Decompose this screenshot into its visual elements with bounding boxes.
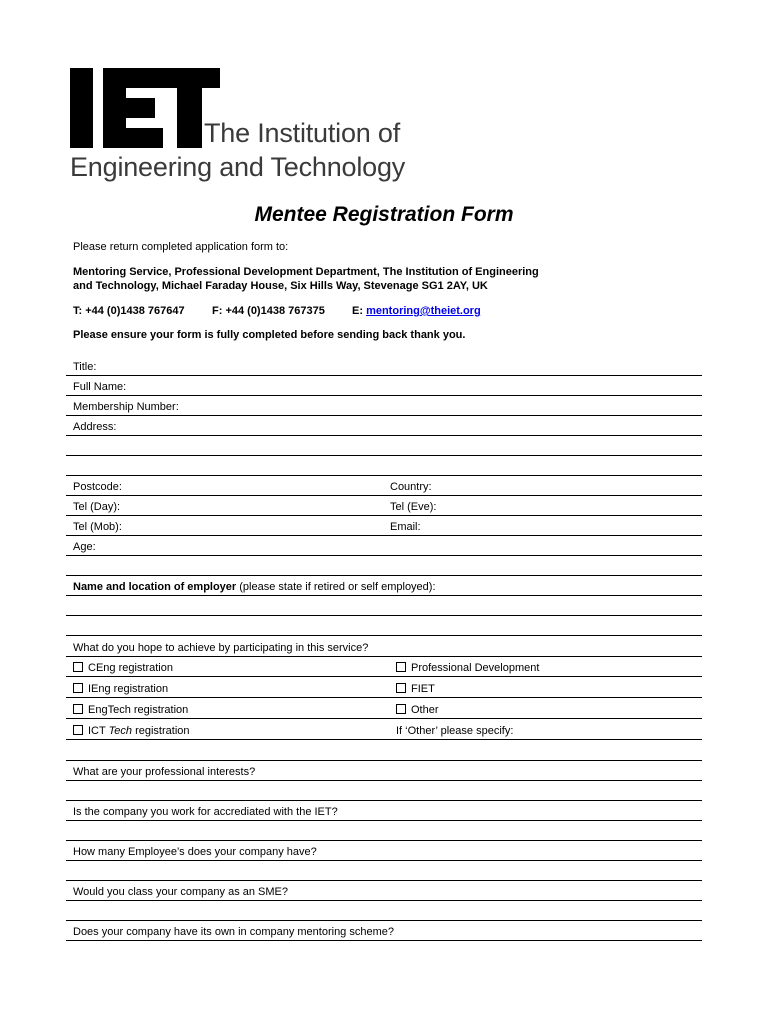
ceng-checkbox[interactable]: [73, 662, 83, 672]
employer-line-row[interactable]: [66, 595, 702, 616]
fiet-option[interactable]: [396, 683, 435, 695]
address-line-1: Mentoring Service, Professional Development Department, The Institution of Engineering: [73, 266, 539, 278]
tel-day-label: Tel (Day):: [73, 501, 121, 513]
address-line-row[interactable]: [66, 435, 702, 456]
engtech-option[interactable]: [73, 704, 188, 716]
membership-number-row[interactable]: [66, 395, 702, 416]
employer-row[interactable]: [66, 575, 702, 596]
age-label: Age:: [73, 541, 96, 553]
achieve-options-row-3: [66, 698, 702, 719]
address-line-row[interactable]: [66, 455, 702, 476]
professional-development-label: Professional Development: [411, 662, 540, 674]
scheme-question-label: Does your company have its own in company mentoring scheme?: [73, 926, 394, 938]
completion-notice: Please ensure your form is fully completed before sending back thank you.: [73, 329, 466, 341]
accredited-question-row[interactable]: [66, 800, 702, 821]
interests-question-row[interactable]: [66, 760, 702, 781]
return-instruction: Please return completed application form to:: [73, 241, 289, 253]
tel-day-eve-row[interactable]: [66, 495, 702, 516]
tel-mob-email-row[interactable]: [66, 515, 702, 536]
tel-mob-label: Tel (Mob):: [73, 521, 122, 533]
iet-logo-mark: [70, 68, 222, 152]
full-name-row[interactable]: [66, 375, 702, 396]
email-link[interactable]: mentoring@theiet.org: [366, 305, 481, 317]
other-option[interactable]: [396, 704, 439, 716]
professional-development-checkbox[interactable]: [396, 662, 406, 672]
email-prefix: E:: [352, 305, 363, 317]
sme-question-row[interactable]: [66, 880, 702, 901]
fiet-checkbox[interactable]: [396, 683, 406, 693]
fax-number: F: +44 (0)1438 767375: [212, 305, 325, 317]
employer-label-bold: Name and location of employer: [73, 581, 237, 593]
achieve-options-row-2: [66, 677, 702, 698]
logo-text-line2: Engineering and Technology: [70, 152, 406, 182]
engtech-checkbox[interactable]: [73, 704, 83, 714]
tel-eve-label: Tel (Eve):: [390, 501, 437, 513]
ieng-option[interactable]: [73, 683, 168, 695]
fiet-label: FIET: [411, 683, 435, 695]
sme-question-label: Would you class your company as an SME?: [73, 886, 289, 898]
interests-question-label: What are your professional interests?: [73, 766, 256, 778]
employees-question-row[interactable]: [66, 840, 702, 861]
address-label: Address:: [73, 421, 117, 433]
accredited-question-label: Is the company you work for accrediated with the IET?: [73, 806, 338, 818]
achieve-question-row: [66, 636, 702, 657]
ict-tech-checkbox[interactable]: [73, 725, 83, 735]
ieng-checkbox[interactable]: [73, 683, 83, 693]
country-label: Country:: [390, 481, 432, 493]
answer-line-row[interactable]: [66, 820, 702, 841]
ieng-label: IEng registration: [88, 683, 169, 695]
ict-tech-italic: Tech: [108, 725, 133, 737]
age-row[interactable]: [66, 535, 702, 556]
employer-label: [73, 581, 436, 593]
logo-text-line1: The Institution of: [204, 118, 401, 148]
phone-number: T: +44 (0)1438 767647: [73, 305, 185, 317]
title-label: Title:: [73, 361, 97, 373]
answer-line-row[interactable]: [66, 860, 702, 881]
ceng-label: CEng registration: [88, 662, 173, 674]
ict-prefix: ICT: [88, 725, 109, 737]
other-checkbox[interactable]: [396, 704, 406, 714]
full-name-label: Full Name:: [73, 381, 127, 393]
email-contact: [352, 304, 481, 318]
other-label: Other: [411, 704, 439, 716]
employer-line-row[interactable]: [66, 615, 702, 636]
answer-line-row[interactable]: [66, 780, 702, 801]
address-line-2: and Technology, Michael Faraday House, Six Hills Way, Stevenage SG1 2AY, UK: [73, 280, 488, 292]
ceng-option[interactable]: [73, 662, 173, 674]
professional-development-option[interactable]: [396, 662, 539, 674]
other-specify-label: If ‘Other’ please specify:: [396, 725, 514, 737]
postcode-country-row[interactable]: [66, 475, 702, 496]
page-title: Mentee Registration Form: [254, 203, 514, 226]
employees-question-label: How many Employee’s does your company have?: [73, 846, 317, 858]
employer-label-note: (please state if retired or self employed):: [236, 581, 436, 593]
address-row[interactable]: [66, 415, 702, 436]
achieve-options-row-4: [66, 719, 702, 740]
blank-row[interactable]: [66, 740, 702, 761]
scheme-question-row[interactable]: [66, 920, 702, 941]
blank-row[interactable]: [66, 555, 702, 576]
engtech-label: EngTech registration: [88, 704, 189, 716]
postcode-label: Postcode:: [73, 481, 122, 493]
ict-suffix: registration: [132, 725, 190, 737]
title-row[interactable]: [66, 355, 702, 376]
iet-logo: [70, 68, 405, 186]
email-label: Email:: [390, 521, 421, 533]
achieve-question-label: What do you hope to achieve by participating in this service?: [73, 642, 369, 654]
achieve-options-row-1: [66, 656, 702, 677]
answer-line-row[interactable]: [66, 900, 702, 921]
ict-tech-option[interactable]: [73, 725, 190, 737]
membership-number-label: Membership Number:: [73, 401, 179, 413]
